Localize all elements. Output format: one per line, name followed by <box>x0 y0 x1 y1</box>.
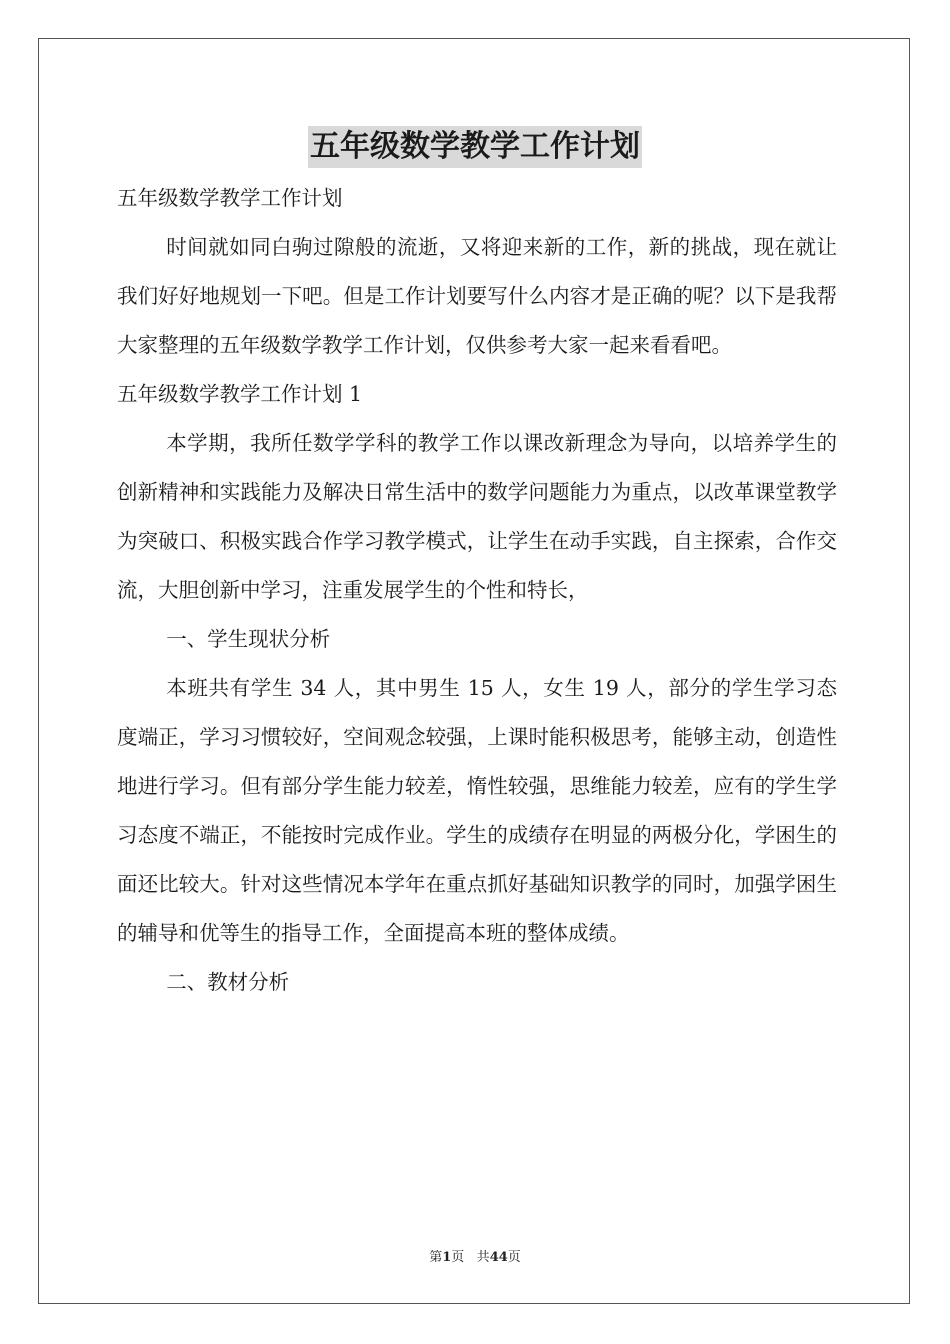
current-page-number: 1 <box>442 1250 452 1265</box>
footer-page-suffix: 页 <box>451 1250 465 1265</box>
footer-prefix: 第 <box>429 1250 443 1265</box>
paragraph: 时间就如同白驹过隙般的流逝，又将迎来新的工作，新的挑战，现在就让我们好好地规划一下吧。但是工作计划要写什么内容才是正确的呢？以下是我帮大家整理的五年级数学教学工作计划，仅供参考大家一起来看看吧。 <box>117 235 837 357</box>
title-container <box>0 126 950 168</box>
paragraph: 五年级数学教学工作计划 1 <box>117 382 363 406</box>
document-body <box>117 174 837 1007</box>
paragraph: 本班共有学生 34 人，其中男生 15 人，女生 19 人，部分的学生学习态度端正，学习习惯较好，空间观念较强，上课时能积极思考，能够主动，创造性地进行学习。但有部分学生能力较差，惰性较强，思维能力较差，应有的学生学习态度不端正，不能按时完成作业。学生的成绩存在明显的两极分化，学困生的面还比较大。针对这些情况本学年在重点抓好基础知识教学的同时，加强学困生的辅导和优等生的指导工作，全面提高本班的整体成绩。 <box>117 676 837 945</box>
paragraph: 五年级数学教学工作计划 <box>117 186 343 210</box>
footer-total-suffix: 页 <box>507 1250 521 1265</box>
paragraph: 本学期，我所任数学学科的教学工作以课改新理念为导向，以培养学生的创新精神和实践能力及解决日常生活中的数学问题能力为重点，以改革课堂教学为突破口、积极实践合作学习教学模式，让学生在动手实践，自主探索，合作交流，大胆创新中学习，注重发展学生的个性和特长， <box>117 431 837 602</box>
section-heading: 一、学生现状分析 <box>166 627 331 651</box>
footer-total-prefix: 共 <box>476 1250 490 1265</box>
section-heading: 二、教材分析 <box>166 970 290 994</box>
page-footer <box>0 1246 950 1265</box>
document-title: 五年级数学教学工作计划 <box>308 126 642 168</box>
total-page-count: 44 <box>489 1250 508 1265</box>
